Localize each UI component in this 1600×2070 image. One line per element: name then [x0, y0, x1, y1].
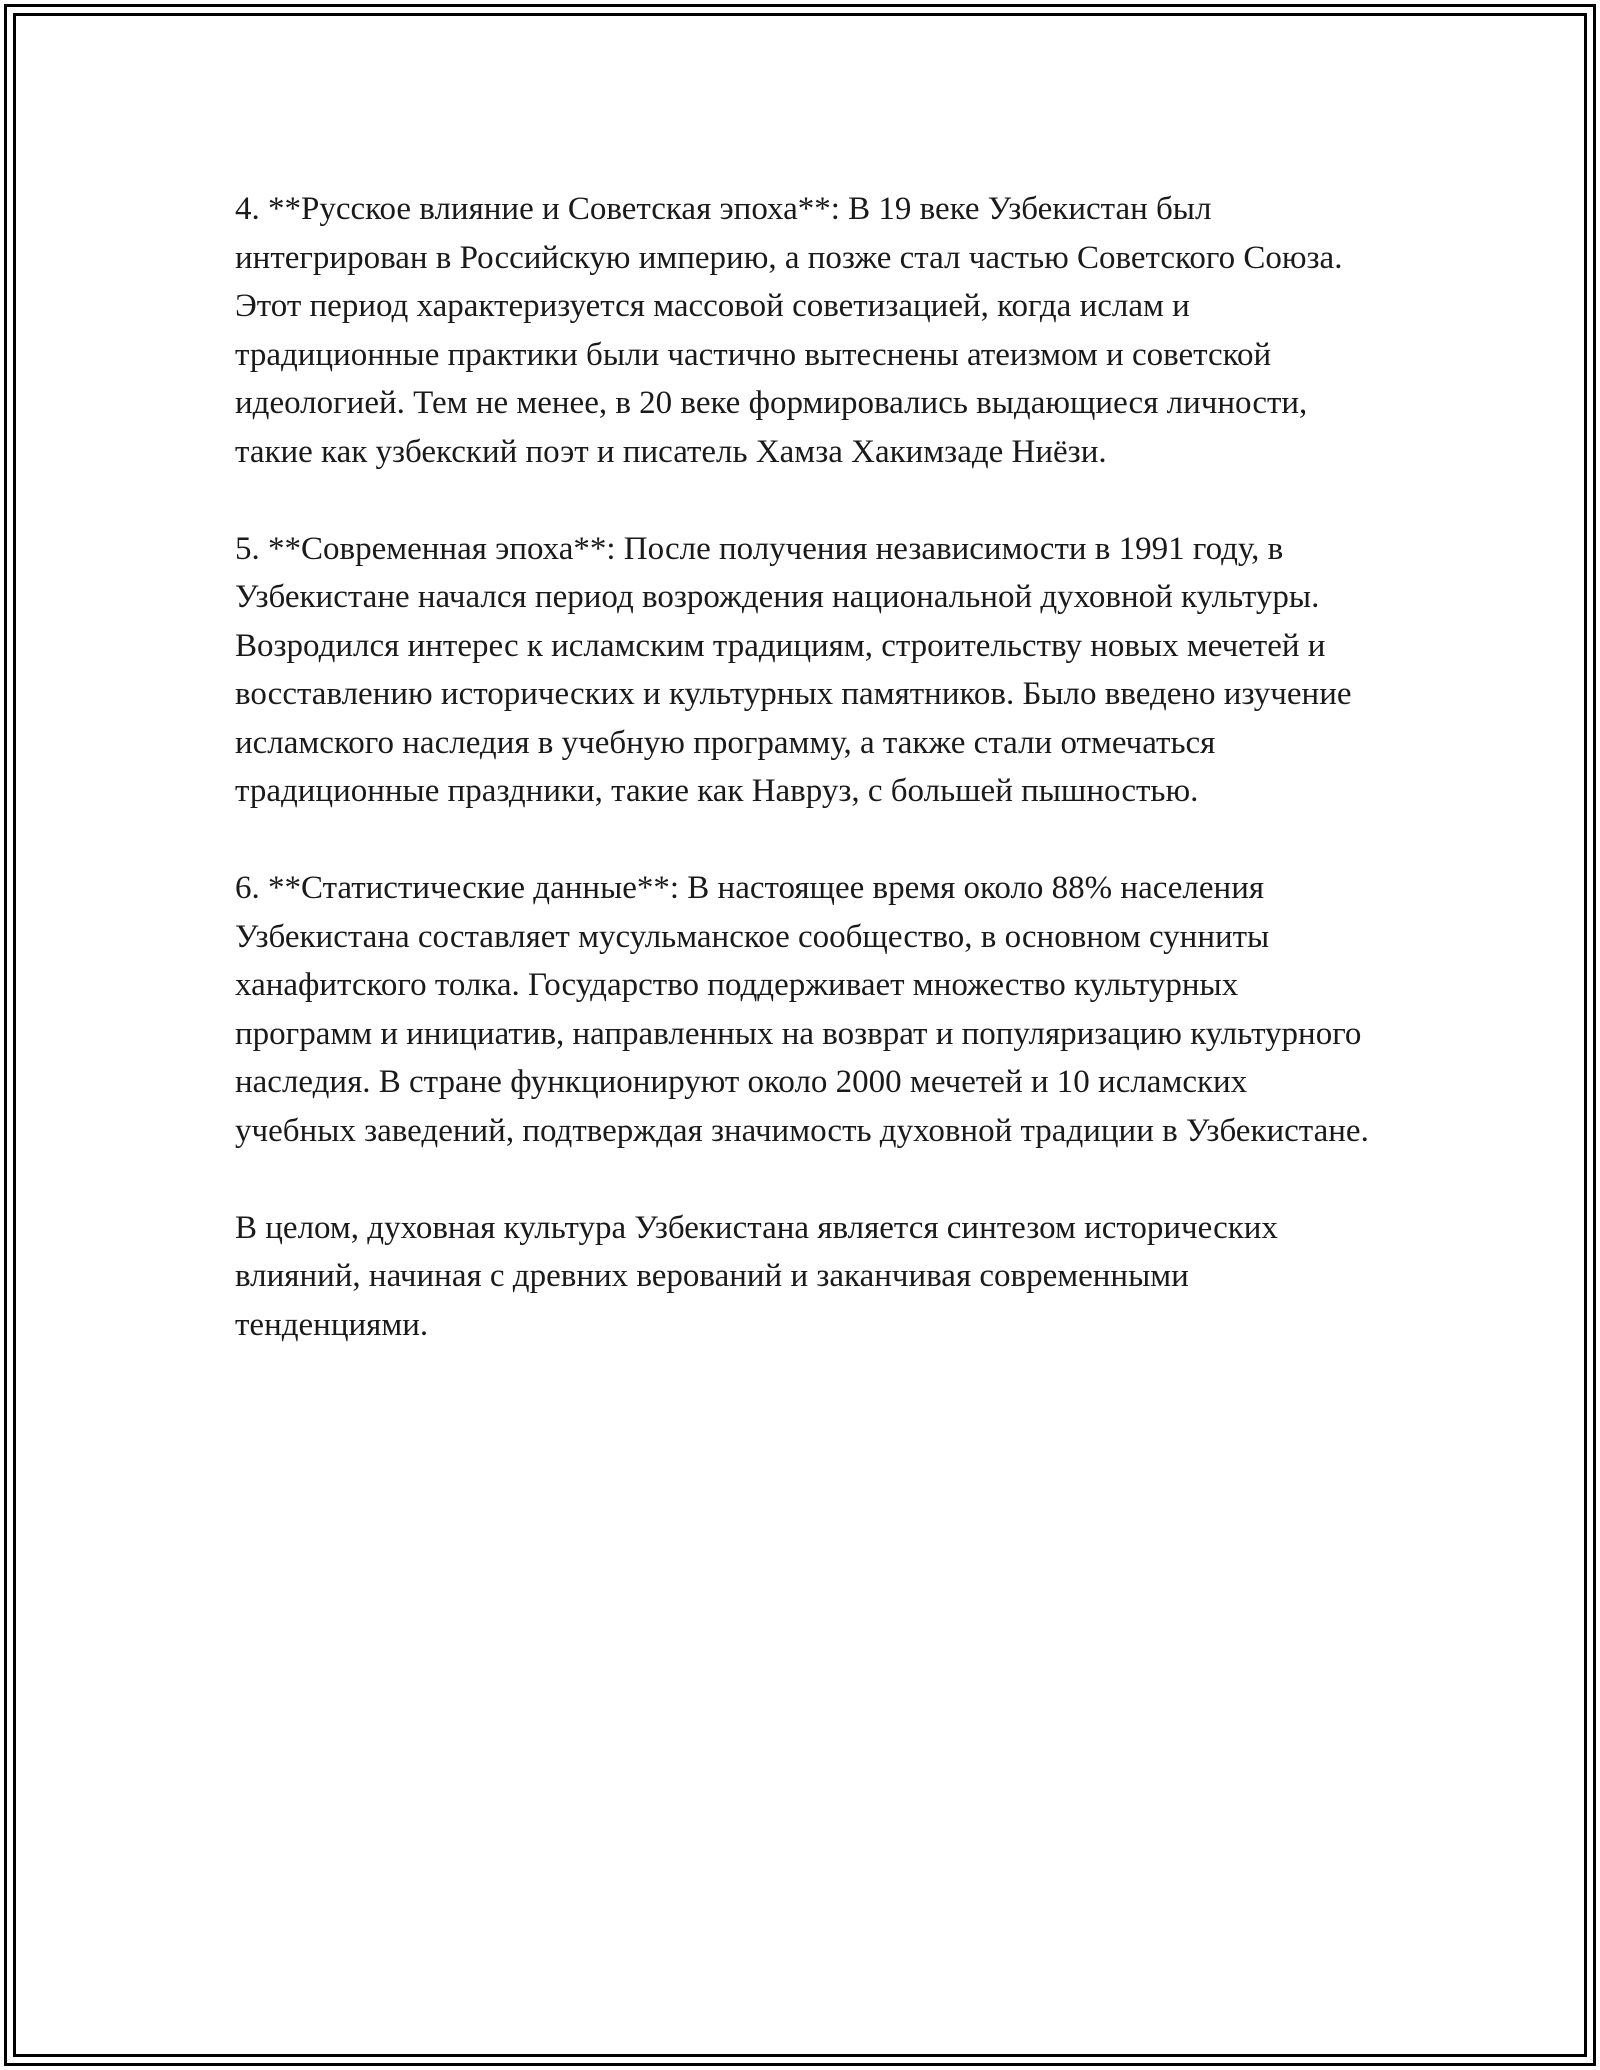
paragraph-conclusion: В целом, духовная культура Узбекистана является синтезом исторических влияний, начиная с древних верований и заканчивая современными тенденциями.: [235, 1209, 1278, 1343]
document-body: [235, 185, 1375, 1349]
paragraph-modern-era: 5. **Современная эпоха**: После получения независимости в 1991 году, в Узбекистане начался период возрождения национальной духовной культуры. Возродился интерес к исламским традициям, строительству новых мечетей и восставлению исторических и культурных памятников. Было введено изучение исламского наследия в учебную программу, а также стали отмечаться традиционные праздники, такие как Навруз, с большей пышностью.: [235, 530, 1352, 809]
paragraph-statistics: 6. **Статистические данные**: В настоящее время около 88% населения Узбекистана составляет мусульманское сообщество, в основном сунниты ханафитского толка. Государство поддерживает множество культурных программ и инициатив, направленных на возврат и популяризацию культурного наследия. В стране функционируют около 2000 мечетей и 10 исламских учебных заведений, подтверждая значимость духовной традиции в Узбекистане.: [235, 870, 1369, 1149]
paragraph-russian-soviet-era: 4. **Русское влияние и Советская эпоха**: В 19 веке Узбекистан был интегрирован в Российскую империю, а позже стал частью Советского Союза. Этот период характеризуется массовой советизацией, когда ислам и традиционные практики были частично вытеснены атеизмом и советской идеологией. Тем не менее, в 20 веке формировались выдающиеся личности, такие как узбекский поэт и писатель Хамза Хакимзаде Ниёзи.: [235, 191, 1343, 470]
